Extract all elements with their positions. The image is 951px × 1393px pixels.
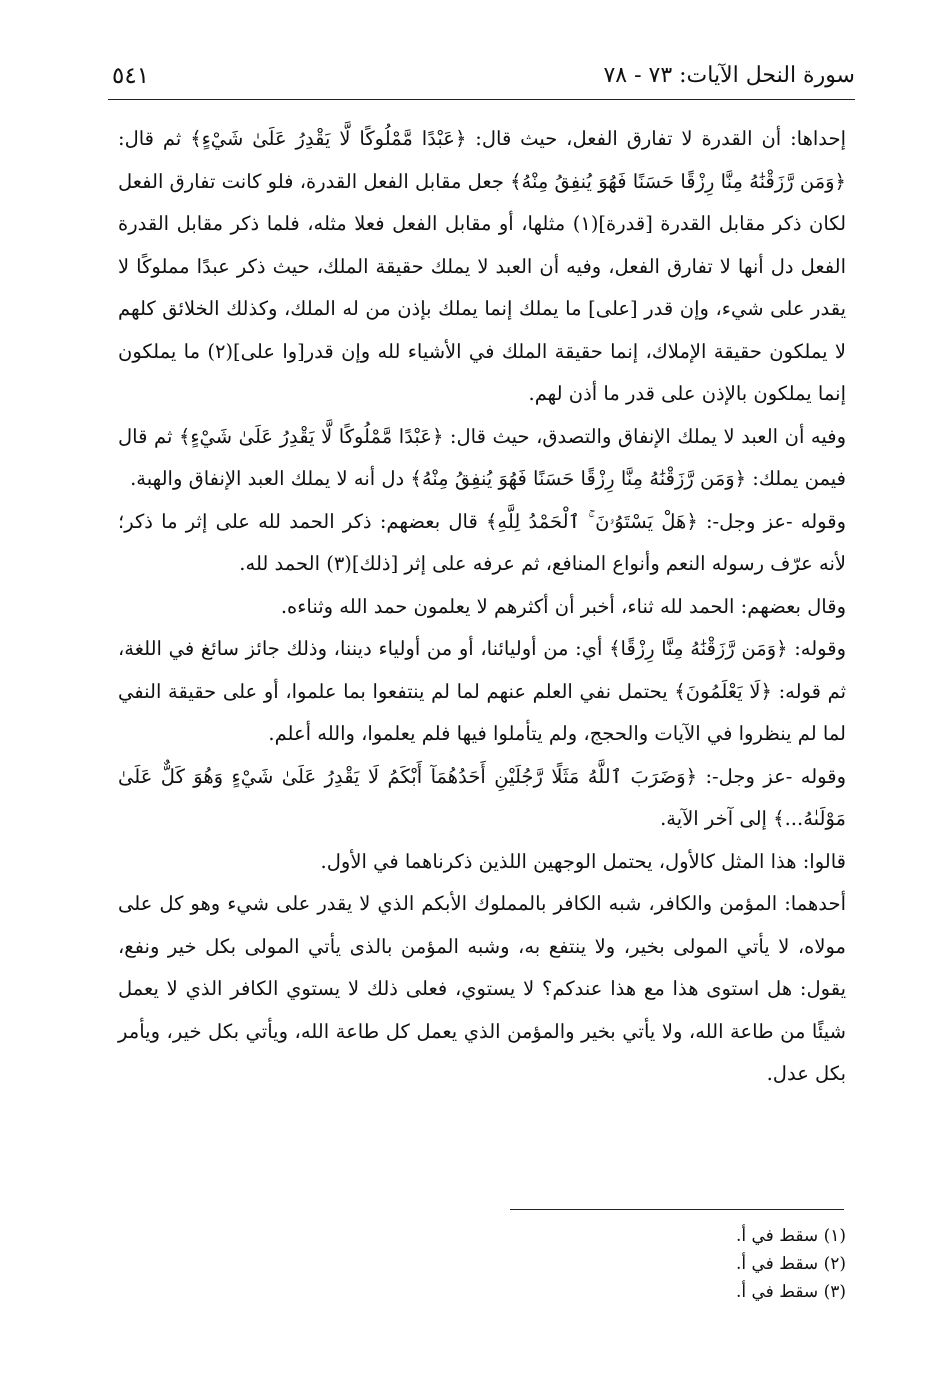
paragraph: أحدهما: المؤمن والكافر، شبه الكافر بالمملوك الأبكم الذي لا يقدر على شيء وهو كل على مولاه، لا يأتي المولى بخير، ولا ينتفع به، وشبه المؤمن بالذى يأتي المولى بكل خير ونفع، يقول: هل استوى هذا مع هذا عندكم؟ لا يستوي، فعلى ذلك لا يستوي الكافر الذي لا يعمل شيئًا من طاعة الله، ولا يأتي بخير والمؤمن الذي يعمل كل طاعة الله، ويأتي بكل خير، ويأمر بكل عدل. <box>118 892 846 1085</box>
paragraph: وقوله -عز وجل-: ﴿وَضَرَبَ ٱللَّهُ مَثَلًا رَّجُلَيْنِ أَحَدُهُمَآ أَبْكَمُ لَا يَقْدِرُ عَلَىٰ شَيْءٍ وَهُوَ كَلٌّ عَلَىٰ مَوْلَىٰهُ...﴾ إلى آخر الآية. <box>118 764 846 830</box>
footnote-separator <box>510 1209 844 1210</box>
main-text <box>118 118 846 1096</box>
footnotes <box>500 1222 846 1306</box>
paragraph: وقوله -عز وجل-: ﴿هَلْ يَسْتَوُۥنَ ۚ ٱلْحَمْدُ لِلَّهِ﴾ قال بعضهم: ذكر الحمد لله على إثر ما ذكر؛ لأنه عرّف رسوله النعم وأنواع المنافع، ثم عرفه على إثر [ذلك](٣) الحمد لله. <box>118 509 846 575</box>
footnote: (٢) سقط في أ. <box>735 1254 846 1274</box>
page-header <box>108 58 855 100</box>
running-title: سورة النحل الآيات: ٧٣ - ٧٨ <box>603 63 855 88</box>
footnote: (٣) سقط في أ. <box>735 1282 846 1302</box>
footnote: (١) سقط في أ. <box>735 1226 846 1246</box>
paragraph: وفيه أن العبد لا يملك الإنفاق والتصدق، حيث قال: ﴿عَبْدًا مَّمْلُوكًا لَّا يَقْدِرُ عَلَىٰ شَيْءٍ﴾ ثم قال فيمن يملك: ﴿وَمَن رَّزَقْنَٰهُ مِنَّا رِزْقًا حَسَنًا فَهُوَ يُنفِقُ مِنْهُ﴾ دل أنه لا يملك العبد الإنفاق والهبة. <box>118 424 846 490</box>
header-rule <box>108 99 855 100</box>
paragraph: إحداها: أن القدرة لا تفارق الفعل، حيث قال: ﴿عَبْدًا مَّمْلُوكًا لَّا يَقْدِرُ عَلَىٰ شَيْءٍ﴾ ثم قال: ﴿وَمَن رَّزَقْنَٰهُ مِنَّا رِزْقًا حَسَنًا فَهُوَ يُنفِقُ مِنْهُ﴾ جعل مقابل الفعل القدرة، فلو كانت تفارق الفعل لكان ذكر مقابل القدرة [قدرة](١) مثلها، أو مقابل الفعل فعلا مثله، فلما ذكر مقابل القدرة الفعل دل أنها لا تفارق الفعل، وفيه أن العبد لا يملك حقيقة الملك، حيث ذكر عبدًا مملوكًا لا يقدر على شيء، وإن قدر [على] ما يملك إنما يملك بإذن من له الملك، وكذلك الخلائق كلهم لا يملكون حقيقة الإملاك، إنما حقيقة الملك في الأشياء لله وإن قدر[وا على](٢) ما يملكون إنما يملكون بالإذن على قدر ما أذن لهم. <box>118 127 847 405</box>
page-number: ٥٤١ <box>112 63 150 89</box>
paragraph: قالوا: هذا المثل كالأول، يحتمل الوجهين اللذين ذكرناهما في الأول. <box>320 849 846 873</box>
paragraph: وقال بعضهم: الحمد لله ثناء، أخبر أن أكثرهم لا يعلمون حمد الله وثناءه. <box>280 594 846 618</box>
paragraph: وقوله: ﴿وَمَن رَّزَقْنَٰهُ مِنَّا رِزْقًا﴾ أي: من أوليائنا، أو من أولياء ديننا، وذلك جائز سائغ في اللغة، ثم قوله: ﴿لَا يَعْلَمُونَ﴾ يحتمل نفي العلم عنهم لما لم ينتفعوا بما علموا، أو على حقيقة النفي لما لم ينظروا في الآيات والحجج، ولم يتأملوا فيها فلم يعلموا، والله أعلم. <box>118 637 846 745</box>
